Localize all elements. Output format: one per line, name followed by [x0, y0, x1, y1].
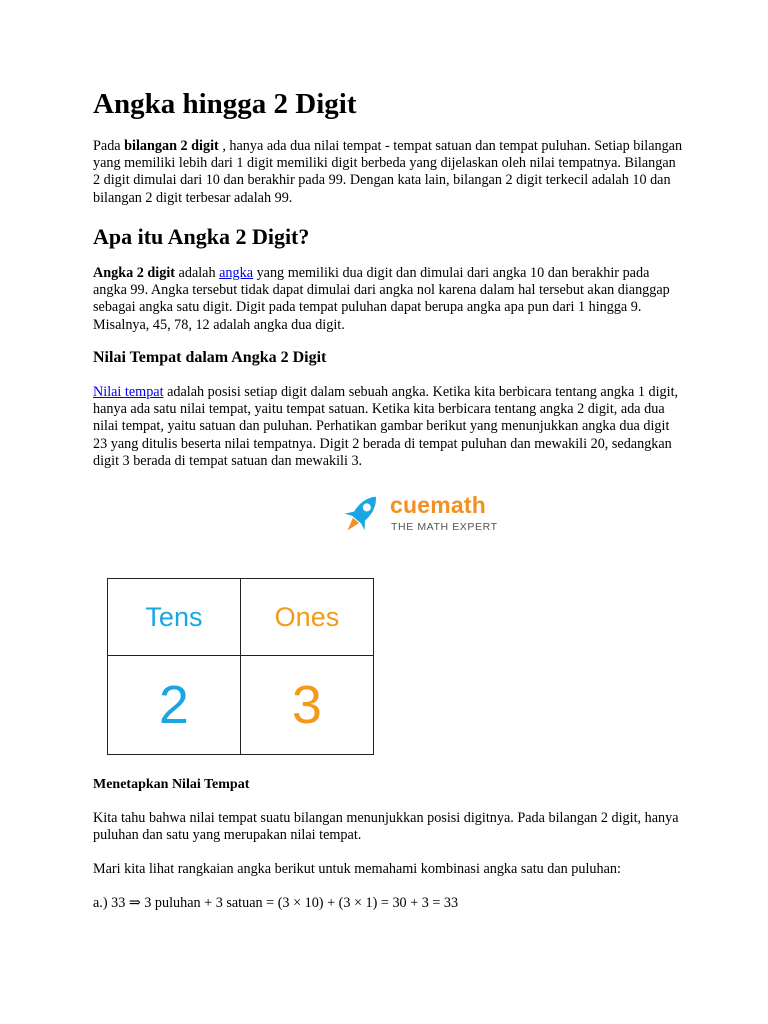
section3-paragraph-1: Kita tahu bahwa nilai tempat suatu bilangan menunjukkan posisi digitnya. Pada bilangan 2 digit, hanya puluhan dan satu yang merupakan nilai tempat.	[93, 810, 679, 844]
intro-rest: , hanya ada dua nilai tempat - tempat satuan dan tempat puluhan. Setiap bilangan yang memiliki lebih dari 1 digit memiliki digit berbeda yang dijelaskan oleh nilai tempatnya. Bilangan 2 digit dimulai dari 10 dan berakhir pada 99. Dengan kata lain, bilangan 2 digit terkecil adalah 10 dan bilangan 2 digit terbesar adalah 99.	[93, 138, 683, 206]
section1-paragraph	[93, 265, 683, 334]
ones-digit: 3	[240, 656, 373, 755]
intro-lead: Pada	[93, 138, 125, 154]
logo-wordmark: cuemath	[390, 492, 486, 518]
intro-bold-term: bilangan 2 digit	[124, 138, 219, 154]
place-value-header-row	[108, 579, 374, 656]
section2-rest: adalah posisi setiap digit dalam sebuah angka. Ketika kita berbicara tentang angka 1 digit, hanya ada satu nilai tempat, yaitu tempat satuan. Ketika kita berbicara tentang angka 2 digit, ada dua nilai tempat, yaitu satuan dan puluhan. Perhatikan gambar berikut yang menunjukkan angka dua digit 23 yang ditulis beserta nilai tempatnya. Digit 2 berada di tempat puluhan dan mewakili 20, sedangkan digit 3 berada di tempat satuan dan mewakili 3.	[93, 384, 679, 469]
rocket-icon	[333, 490, 387, 540]
section2-heading: Nilai Tempat dalam Angka 2 Digit	[93, 349, 327, 366]
section1-bold-term: Angka 2 digit	[93, 265, 175, 281]
cuemath-logo	[333, 490, 503, 540]
tens-label: Tens	[108, 579, 241, 656]
section1-heading: Apa itu Angka 2 Digit?	[93, 224, 310, 249]
ones-label: Ones	[240, 579, 373, 656]
section3-paragraph-2: Mari kita lihat rangkaian angka berikut untuk memahami kombinasi angka satu dan puluhan:	[93, 861, 621, 877]
section1-pre-link: adalah	[175, 265, 220, 281]
angka-link[interactable]: angka	[219, 265, 254, 281]
section1-rest: yang memiliki dua digit dan dimulai dari angka 10 dan berakhir pada angka 99. Angka tersebut tidak dapat dimulai dari angka nol karena dalam hal tersebut akan dianggap sebagai angka satu digit. Digit pada tempat puluhan dapat berupa angka apa pun dari 1 hingga 9. Misalnya, 45, 78, 12 adalah angka dua digit.	[93, 265, 670, 333]
example-a: a.) 33 ⇒ 3 puluhan + 3 satuan = (3 × 10) + (3 × 1) = 30 + 3 = 33	[93, 895, 459, 911]
section3-heading: Menetapkan Nilai Tempat	[93, 777, 250, 792]
nilai-tempat-link[interactable]: Nilai tempat	[93, 384, 164, 400]
logo-tagline: THE MATH EXPERT	[391, 521, 498, 533]
section2-paragraph	[93, 384, 683, 470]
intro-paragraph	[93, 138, 683, 207]
page-title: Angka hingga 2 Digit	[93, 88, 357, 120]
place-value-digit-row	[108, 656, 374, 755]
tens-digit: 2	[108, 656, 241, 755]
place-value-table	[107, 578, 374, 755]
